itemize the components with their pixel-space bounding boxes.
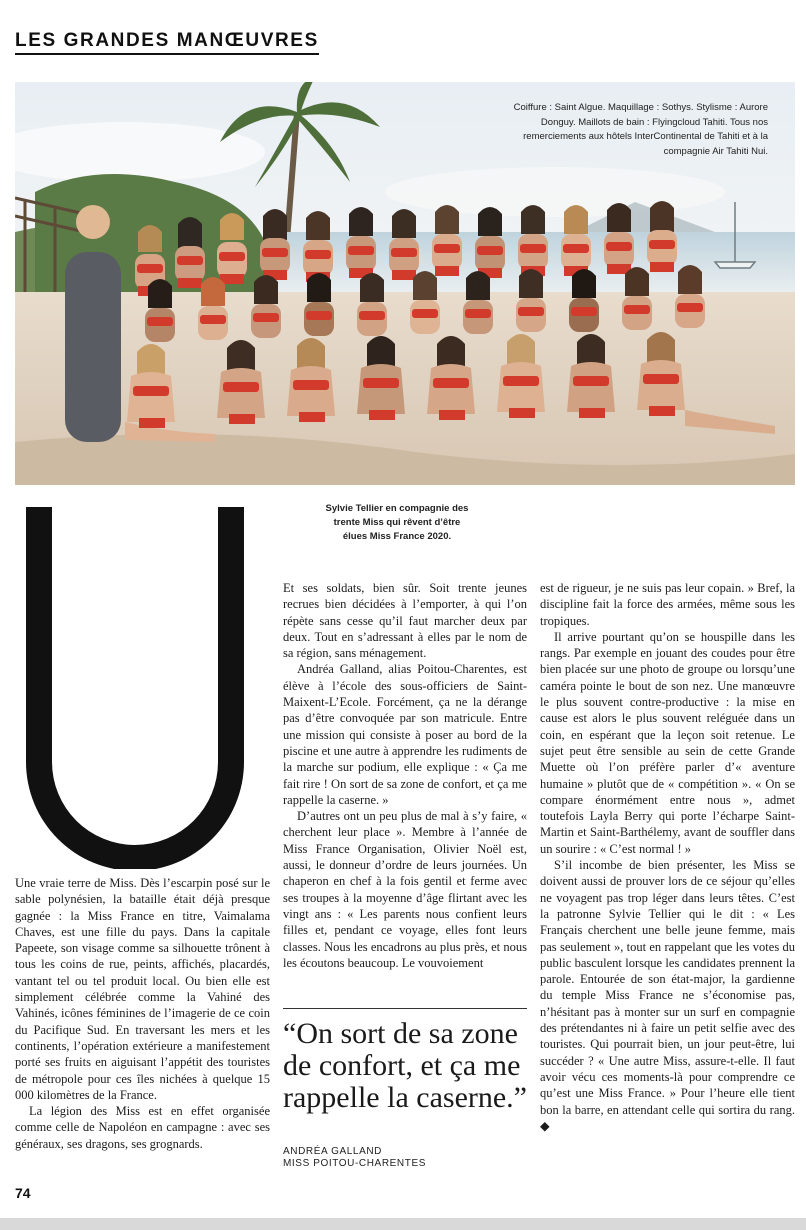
photo-caption: Sylvie Tellier en compagnie des trente Miss qui rêvent d’être élues Miss France 2020. bbox=[325, 503, 469, 542]
drop-cap bbox=[26, 507, 244, 874]
pullquote-rule bbox=[283, 1008, 527, 1009]
paragraph: Et ses soldats, bien sûr. Soit trente jeunes recrues bien décidées à l’emporter, à qui l’on répète sans cesse qu’il faut marcher deux par deux. Tout en s’adressant à elles par le nom de sa région, sans ménagement. bbox=[283, 581, 527, 661]
pullquote-attribution bbox=[283, 1146, 527, 1170]
photo-credit: Coiffure : Saint Algue. Maquillage : Sothys. Stylisme : Aurore Donguy. Maillots de bain : Flyingcloud Tahiti. Tous nos remerciements aux hôtels InterContinental de Tahiti et à la compagnie Air Tahiti Nui. bbox=[513, 102, 768, 157]
paragraph: D’autres ont un peu plus de mal à s’y faire, « cherchent leur place ». Membre à l’année de Miss France Organisation, Olivier Noël est, aussi, le donneur d’ordre de leurs journées. Un chaperon en chef à la fois gentil et ferme avec ses troupes à la moyenne d’âge flirtant avec les vingt ans : « Les parents nous confient leurs filles et, pendant ce voyage, elles font leurs classes. Nous les encadrons au plus près, et nous les écoutons beaucoup. Le vouvoiement bbox=[283, 809, 527, 970]
text-column-2 bbox=[283, 580, 527, 971]
text-column-3 bbox=[540, 580, 795, 1134]
pullquote-author-name: ANDRÉA GALLAND bbox=[283, 1146, 382, 1157]
header-underline bbox=[15, 53, 319, 55]
pullquote: “On sort de sa zone de confort, et ça me rappelle la caserne.” bbox=[283, 1017, 527, 1114]
pullquote-author-title: MISS POITOU-CHARENTES bbox=[283, 1158, 426, 1169]
paragraph: La légion des Miss est en effet organisée comme celle de Napoléon en campagne : avec ses généraux, ses dragons, ses grognards. bbox=[15, 1104, 270, 1151]
paragraph: S’il incombe de bien présenter, les Miss se doivent aussi de prouver lors de ce séjour qu’elles ne voyagent pas trop léger dans leurs têtes. C’est la patronne Sylvie Tellier qui le dit : « Les Français cherchent une belle jeune femme, mais pas seulement », tout en rappelant que les votes du public basculent lorsque les candidates prennent la parole. Entourée de son état-major, la gardienne du temple Miss France ne s’économise pas, n’hésitant pas à monter sur un surf en compagnie des prétendantes ni à faire un petit selfie avec des touristes. Qui pourrait bien, un jour peut-être, lui succéder ? « Une autre Miss, assure-t-elle. Il faut avoir vécu ces moments-là pour comprendre ce qu’est une Miss France. » Pour l’heure elle tient bon la barre, en attendant celle qui sortira du rang. ◆ bbox=[540, 858, 795, 1133]
paragraph: Une vraie terre de Miss. Dès l’escarpin posé sur le sable polynésien, la bataille était déjà presque gagnée : la Miss France en titre, Vaimalama Chaves, est une fille du pays. Dans la capitale Papeete, son visage comme sa silhouette trônent à tous les coins de rue, peints, affichés, placardés, vantant tel ou tel produit local. Ou bien elle est simplement célébrée comme la Vahiné des Vahinés, icônes féminines de l’imagerie de ce coin du Pacifique Sud. En traversant les mers et les continents, l’opération extérieure a manifestement porté ses fruits en aiguisant l’appétit des touristes de métropole pour ces îles nichées à quelque 15 000 kilomètres de la France. bbox=[15, 876, 270, 1102]
text-column-1 bbox=[15, 875, 270, 1152]
drop-cap-glyph bbox=[26, 507, 244, 869]
page-bottom-bar bbox=[0, 1218, 806, 1230]
paragraph: Andréa Galland, alias Poitou-Charentes, est élève à l’école des sous-officiers de Saint-Maixent-L’Ecole. Forcément, ça ne la dérange pas d’être convoquée par son matricule. Entre une mission qui consiste à poser au bord de la piscine et une autre à apprendre les rudiments de la marche sur podium, elle explique : « Ça me fait rire ! On sort de sa zone de confort, et ça me rappelle la caserne. » bbox=[283, 662, 527, 807]
section-header: LES GRANDES MANŒUVRES bbox=[15, 30, 319, 51]
page-number: 74 bbox=[15, 1185, 31, 1201]
paragraph: est de rigueur, je ne suis pas leur copain. » Bref, la discipline fait la force des armées, même sous les tropiques. bbox=[540, 581, 795, 628]
paragraph: Il arrive pourtant qu’on se houspille dans les rangs. Par exemple en jouant des coudes pour être bien placée sur une photo de groupe ou lorsqu’une caméra pointe le bout de son nez. Une manœuvre le plus souvent contre-productive : la mise en cause est alors le plus souvent reléguée dans un coin, en espérant que la leçon soit retenue. Le sujet peut être sensible au sein de cette Grande Muette où l’on préfère parler d’« aventure humaine » plutôt que de « compétition ». « On se compare énormément entre nous », admet toutefois Layla Berry qui porte l’écharpe Saint-Martin et Saint-Barthélemy, avant de souffler dans un sourire : « C’est normal ! » bbox=[540, 629, 795, 856]
